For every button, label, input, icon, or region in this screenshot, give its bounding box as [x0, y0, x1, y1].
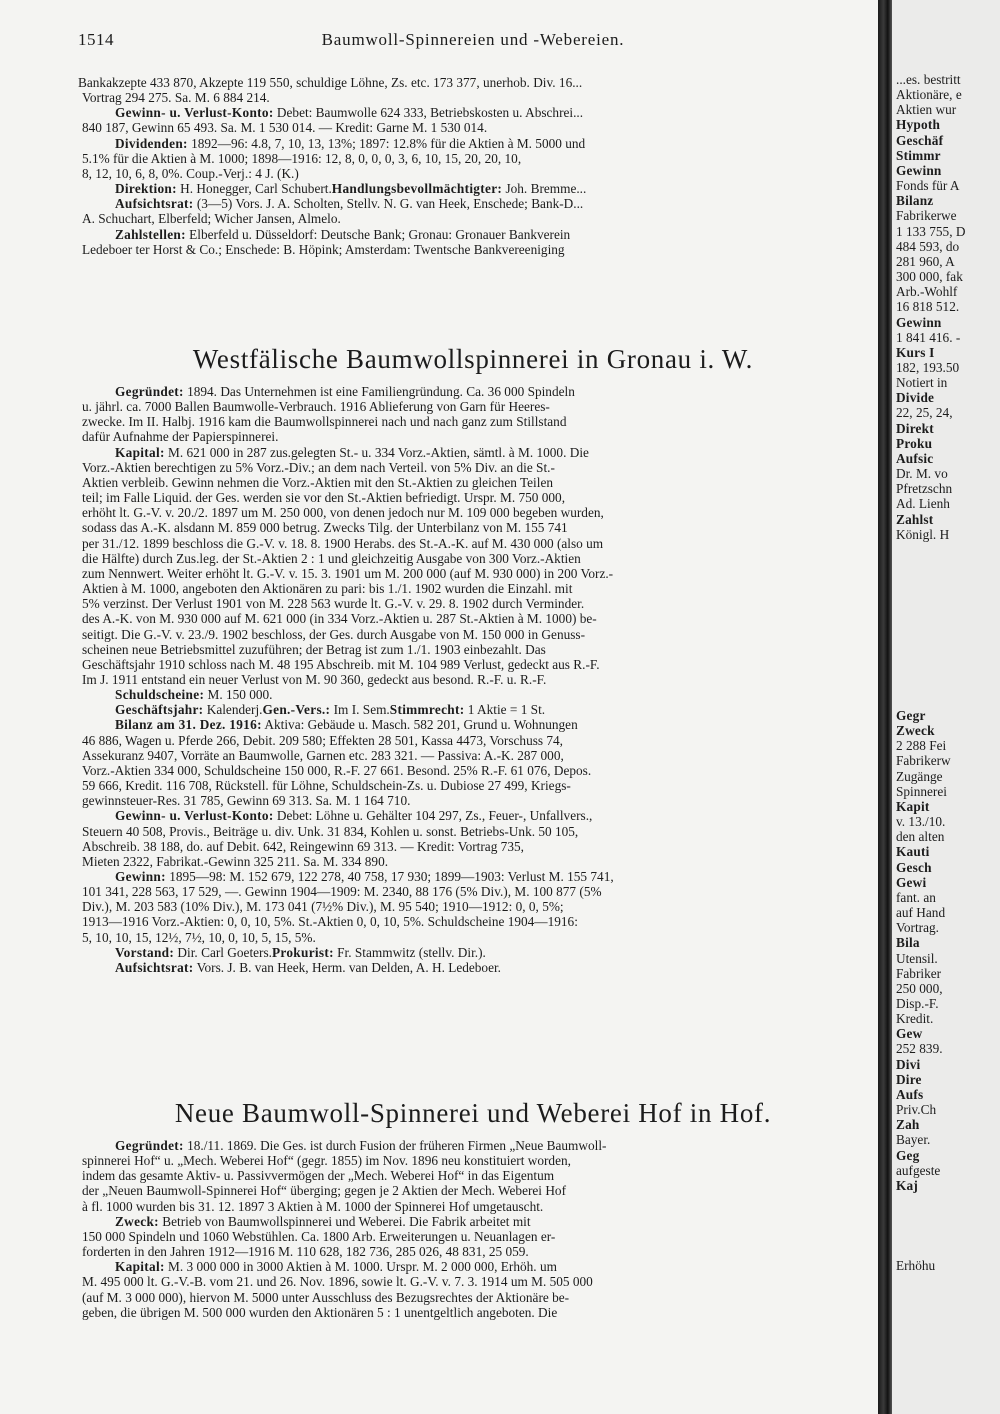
field-text: 1 Aktie = 1 St. — [467, 702, 546, 718]
right-page-line — [896, 269, 965, 284]
right-page-line-text: Priv.Ch — [896, 1102, 937, 1118]
text-line — [78, 551, 866, 566]
field-text: zwecke. Im II. Halbj. 1916 kam die Baumwollspinnerei nach und nach ganz zum Stillstand — [82, 414, 567, 430]
text-line — [78, 839, 866, 854]
right-page-line — [896, 844, 951, 859]
field-label: Gen.-Vers.: — [262, 702, 331, 718]
right-page-line — [896, 905, 951, 920]
field-label: Gewinn: — [115, 869, 166, 884]
page-header — [78, 30, 868, 52]
field-text: 1913—1916 Vorz.-Aktien: 0, 0, 10, 5%. St.-Aktien 0, 0, 10, 5%. Schuldscheine 1904—1916: — [82, 914, 578, 930]
field-text: Aktiva: Gebäude u. Masch. 582 201, Grund u. Wohnungen — [261, 717, 578, 733]
right-page-line-text: 22, 25, 24, — [896, 405, 953, 421]
text-line — [78, 120, 866, 135]
text-line — [78, 793, 866, 808]
field-text: Im I. Sem. — [333, 702, 390, 718]
text-line — [78, 1229, 866, 1244]
right-page-line-text: Gewinn — [896, 314, 942, 330]
right-page-line-text: Arb.-Wohlf — [896, 284, 958, 300]
text-line — [78, 778, 866, 793]
text-line — [78, 596, 866, 611]
text-line — [78, 930, 866, 945]
right-page-line-text: Gew — [896, 1026, 923, 1042]
field-label: Gegründet: — [115, 1138, 184, 1153]
right-page-line — [896, 875, 951, 890]
field-text: Steuern 40 508, Provis., Beiträge u. div. Unk. 31 834, Kohlen u. sonst. Betriebs-Unk. 50 105, — [82, 823, 579, 839]
field-text: scheinen neue Betriebsmittel zuzuführen; der Betrag ist zum 1./1. 1903 einbezahlt. Das — [82, 641, 546, 657]
right-page-line-text: Fabrikerwe — [896, 208, 957, 224]
right-page-line-text: Proku — [896, 435, 933, 451]
right-page-line-text: Zweck — [896, 723, 935, 739]
text-line — [78, 824, 866, 839]
right-page-line-text: Fabrikerw — [896, 753, 951, 769]
field-text: des A.-K. von M. 930 000 auf M. 621 000 (in 334 Vorz.-Aktien u. 287 St.-Aktien à M. 1000) be- — [82, 611, 597, 627]
right-page-line — [896, 814, 951, 829]
right-page-fragment — [892, 0, 1000, 1414]
text-line — [78, 869, 866, 884]
text-line — [78, 136, 866, 151]
field-text: à fl. 1000 wurden bis 31. 12. 1897 3 Aktien à M. 1000 der Spinnerei Hof umgetauscht. — [82, 1198, 544, 1214]
text-line — [78, 520, 866, 535]
right-page-line — [896, 254, 965, 269]
right-page-line-text: v. 13./10. — [896, 814, 946, 830]
text-line — [78, 687, 866, 702]
right-page-line — [896, 466, 965, 481]
right-page-line — [896, 1087, 951, 1102]
right-page-line-text: Gewinn — [896, 162, 942, 178]
right-page-line-text: 182, 193.50 — [896, 359, 960, 375]
right-page-line — [896, 481, 965, 496]
text-line — [78, 702, 866, 717]
company-title-westfaelische: Westfälische Baumwollspinnerei in Gronau i. W. — [192, 344, 754, 374]
right-page-line — [896, 163, 965, 178]
right-page-lines-bottom — [896, 1258, 935, 1273]
field-text: Mieten 2322, Fabrikat.-Gewinn 325 211. Sa. M. 334 890. — [82, 853, 389, 869]
right-page-line — [896, 1117, 951, 1132]
right-page-line — [896, 224, 965, 239]
right-page-line-text: Utensil. — [896, 950, 938, 966]
right-page-line — [896, 72, 965, 87]
field-label: Dividenden: — [115, 135, 188, 151]
section-previous-company-tail — [78, 75, 866, 257]
right-page-line-text: Geg — [896, 1147, 920, 1163]
field-text: (3—5) Vors. J. A. Scholten, Stellv. N. G. van Heek, Enschede; Bank-D... — [193, 196, 584, 212]
right-page-line — [896, 1072, 951, 1087]
field-text: die Hälfte) durch Zus.leg. der St.-Aktien 2 : 1 und gleichzeitig Ausgabe von 300 Vorz.-Aktien — [82, 550, 581, 566]
right-page-line — [896, 935, 951, 950]
right-page-line-text: Aktien wur — [896, 102, 957, 118]
field-label: Stimmrecht: — [389, 702, 465, 718]
text-line — [78, 899, 866, 914]
field-text: Vors. J. B. van Heek, Herm. van Delden, A. H. Ledeboer. — [193, 959, 502, 975]
text-line — [78, 75, 866, 90]
right-page-line — [896, 239, 965, 254]
field-text: M. 495 000 lt. G.-V.-B. vom 21. und 26. Nov. 1896, sowie lt. G.-V. v. 7. 3. 1914 um M. 505 000 — [82, 1274, 593, 1290]
text-line — [78, 657, 866, 672]
field-label: Direktion: — [115, 181, 177, 197]
right-page-line-text: Direkt — [896, 420, 934, 436]
right-page-line-text: 252 839. — [896, 1041, 943, 1057]
text-line — [78, 414, 866, 429]
right-page-line — [896, 496, 965, 511]
field-label: Gegründet: — [115, 384, 184, 399]
field-label: Geschäftsjahr: — [115, 702, 204, 718]
text-line — [78, 945, 866, 960]
right-page-line-text: Königl. H — [896, 526, 950, 542]
field-text: u. jährl. ca. 7000 Ballen Baumwolle-Verbrauch. 1916 Ablieferung von Garn für Heeres- — [82, 399, 550, 415]
right-page-line — [896, 738, 951, 753]
right-page-line — [896, 284, 965, 299]
running-title: Baumwoll-Spinnereien und -Webereien. — [321, 30, 625, 49]
text-line — [78, 384, 866, 399]
right-page-line — [896, 148, 965, 163]
right-page-line — [896, 512, 965, 527]
field-text: 840 187, Gewinn 65 493. Sa. M. 1 530 014. — Kredit: Garne M. 1 530 014. — [82, 120, 488, 136]
right-page-line-text: Aufs — [896, 1086, 924, 1102]
field-text: Ledeboer ter Horst & Co.; Enschede: B. Höpink; Amsterdam: Twentsche Bankvereeniging — [82, 241, 565, 257]
right-page-line — [896, 1057, 951, 1072]
field-text: seitigt. Die G.-V. v. 23./9. 1902 beschloss, der Ges. durch Ausgabe von M. 150 000 in Genuss- — [82, 626, 586, 642]
right-page-line-text: 16 818 512. — [896, 299, 960, 315]
field-text: dafür Aufnahme der Papierspinnerei. — [82, 429, 279, 445]
right-page-line — [896, 421, 965, 436]
right-page-line-text: Kapit — [896, 798, 930, 814]
field-label: Bilanz am 31. Dez. 1916: — [115, 717, 262, 733]
right-page-line-text: 300 000, fak — [896, 269, 963, 285]
section-neue-baumwoll-spinnerei-hof — [78, 1138, 866, 1320]
text-line — [78, 1259, 866, 1274]
field-text: Div.), M. 203 583 (10% Div.), M. 173 041 (7½% Div.), M. 95 540; 1910—1912: 0, 0, 5%; — [82, 899, 564, 915]
right-page-line — [896, 178, 965, 193]
field-text: A. Schuchart, Elberfeld; Wicher Jansen, Almelo. — [82, 211, 341, 227]
right-page-line-text: 281 960, A — [896, 253, 955, 269]
text-line — [78, 429, 866, 444]
text-line — [78, 196, 866, 211]
field-text: 5.1% für die Aktien à M. 1000; 1898—1916: 12, 8, 0, 0, 0, 3, 6, 10, 15, 20, 20, 10, — [82, 150, 522, 166]
field-text: 46 886, Wagen u. Pferde 266, Debit. 209 580; Effekten 28 501, Kassa 4473, Vorschuss 74, — [82, 732, 564, 748]
field-text: gewinnsteuer-Res. 31 785, Gewinn 69 313. Sa. M. 1 164 710. — [82, 793, 411, 809]
right-page-line — [896, 1132, 951, 1147]
right-page-line-text: Spinnerei — [896, 783, 947, 799]
right-page-line — [896, 451, 965, 466]
field-text: H. Honegger, Carl Schubert. — [176, 181, 332, 197]
text-line — [78, 914, 866, 929]
field-text: Aktien verbleib. Gewinn nehmen die Vorz.-Aktien mit den St.-Aktien zu gleichen Teilen — [82, 474, 553, 490]
right-page-line — [896, 133, 965, 148]
field-text: indem das gesamte Aktiv- u. Passivvermögen der „Mech. Weberei Hof“ in das Eigentum — [82, 1168, 555, 1184]
field-text: Vorz.-Aktien berechtigen zu 5% Vorz.-Div.; an dem nach Verteil. von 5% Div. an die St.- — [82, 459, 555, 475]
text-line — [78, 445, 866, 460]
right-page-lines-middle — [896, 708, 951, 1193]
right-page-line — [896, 996, 951, 1011]
right-page-line-text: Zahlst — [896, 511, 934, 527]
field-text: 5% verzinst. Der Verlust 1901 von M. 228 563 wurde lt. G.-V. v. 29. 8. 1902 durch Verminder. — [82, 596, 585, 612]
text-line — [78, 505, 866, 520]
text-line — [78, 748, 866, 763]
right-page-line-text: Dr. M. vo — [896, 466, 948, 482]
right-page-line-text: den alten — [896, 829, 945, 845]
right-page-line — [896, 784, 951, 799]
right-page-line — [896, 330, 965, 345]
right-page-line-text: Aufsic — [896, 450, 934, 466]
field-text: spinnerei Hof“ u. „Mech. Weberei Hof“ (gegr. 1855) im Nov. 1896 neu konstituiert worden, — [82, 1153, 571, 1169]
field-text: Im J. 1911 entstand ein neuer Verlust von M. 90 360, gedeckt aus besond. R.-F. u. R.-F. — [82, 671, 547, 687]
right-page-line-text: Zugänge — [896, 768, 943, 784]
text-line — [78, 854, 866, 869]
page-number: 1514 — [78, 30, 114, 49]
text-line — [78, 475, 866, 490]
company-title-neue-hof: Neue Baumwoll-Spinnerei und Weberei Hof in Hof. — [174, 1098, 772, 1128]
field-label: Schuldscheine: — [115, 687, 205, 703]
field-label: Aufsichtsrat: — [115, 959, 194, 975]
text-line — [78, 151, 866, 166]
field-text: Debet: Baumwolle 624 333, Betriebskosten u. Abschrei... — [273, 105, 584, 121]
field-text: erhöht lt. G.-V. v. 20./2. 1897 um M. 250 000, von denen jedoch nur M. 109 000 begeben wurden, — [82, 505, 604, 521]
right-page-line-text: Bayer. — [896, 1132, 931, 1148]
field-label: Zweck: — [115, 1213, 159, 1229]
field-text: 8, 12, 10, 6, 8, 0%. Coup.-Verj.: 4 J. (K.) — [82, 165, 299, 181]
field-text: sodass das A.-K. alsdann M. 859 000 betrug. Zwecks Tilg. der Unterbilanz von M. 155 741 — [82, 520, 568, 536]
right-page-line-text: Stimmr — [896, 147, 941, 163]
text-line — [78, 536, 866, 551]
right-page-line-text: Gesch — [896, 859, 932, 875]
right-page-line-text: Aktionäre, e — [896, 87, 962, 103]
right-page-line-text: Divi — [896, 1056, 921, 1072]
field-text: M. 3 000 000 in 3000 Aktien à M. 1000. Urspr. M. 2 000 000, Erhöh. um — [164, 1259, 557, 1275]
text-line — [78, 733, 866, 748]
field-label: Prokurist: — [271, 944, 334, 960]
right-page-line — [896, 723, 951, 738]
right-page-line — [896, 890, 951, 905]
right-page-line-text: Fonds für A — [896, 178, 960, 194]
right-page-line — [896, 1011, 951, 1026]
text-line — [78, 399, 866, 414]
right-page-line — [896, 405, 965, 420]
text-line — [78, 227, 866, 242]
text-line — [78, 1214, 866, 1229]
right-page-line-text: aufgeste — [896, 1162, 941, 1178]
right-page-line — [896, 345, 965, 360]
field-text: zum Nennwert. Weiter erhöht lt. G.-V. v. 15. 3. 1901 um M. 200 000 (auf M. 930 000) in 200 Vorz.- — [82, 565, 614, 581]
field-text: 59 666, Kredit. 116 708, Rückstell. für Löhne, Schuldschein-Zs. u. Dubiose 27 499, Kriegs- — [82, 778, 571, 794]
right-page-line-text: Bila — [896, 935, 920, 951]
field-text: Betrieb von Baumwollspinnerei und Weberei. Die Fabrik arbeitet mit — [158, 1213, 531, 1229]
text-line — [78, 566, 866, 581]
right-page-line — [896, 1041, 951, 1056]
text-line — [78, 611, 866, 626]
right-page-line — [896, 753, 951, 768]
right-page-line — [896, 951, 951, 966]
field-label: Zahlstellen: — [115, 226, 186, 242]
right-page-line-text: ...es. bestritt — [896, 72, 961, 87]
right-page-line-text: Vortrag. — [896, 920, 939, 936]
right-page-line — [896, 390, 965, 405]
field-text: teil; im Falle Liquid. der Ges. werden sie vor den St.-Aktien befriedigt. Urspr. M. 750 000, — [82, 490, 566, 506]
right-page-line-text: Kaj — [896, 1177, 919, 1193]
field-text: Fr. Stammwitz (stellv. Dir.). — [337, 944, 486, 960]
right-page-line — [896, 981, 951, 996]
field-text: M. 621 000 in 287 zus.gelegten St.- u. 334 Vorz.-Aktien, sämtl. à M. 1000. Die — [164, 444, 589, 460]
right-page-line — [896, 769, 951, 784]
text-line — [78, 642, 866, 657]
field-text: per 31./12. 1899 beschloss die G.-V. v. 18. 8. 1900 Herabs. des St.-A.-K. auf M. 430 000 (also um — [82, 535, 604, 551]
right-page-line-text: Notiert in — [896, 375, 948, 391]
right-page-line-text: auf Hand — [896, 905, 946, 921]
right-page-line — [896, 117, 965, 132]
right-page-line — [896, 1102, 951, 1117]
right-page-line — [896, 966, 951, 981]
right-page-line — [896, 102, 965, 117]
right-page-line-text: Disp.-F. — [896, 995, 939, 1011]
text-line — [78, 884, 866, 899]
text-line — [78, 1199, 866, 1214]
right-page-line-text: Kredit. — [896, 1011, 934, 1027]
right-page-line-text: Dire — [896, 1071, 922, 1087]
text-line — [78, 242, 866, 257]
right-page-line — [896, 920, 951, 935]
field-text: Aktien à M. 1000, angeboten den Aktionären zu pari: bis 1./1. 1902 wurden die Einzahl. mit — [82, 581, 573, 597]
field-text: Debet: Löhne u. Gehälter 104 297, Zs., Feuer-, Unfallvers., — [273, 808, 593, 824]
right-page-line — [896, 527, 965, 542]
text-line — [78, 1168, 866, 1183]
field-text: der „Neuen Baumwoll-Spinnerei Hof“ überging; gegen je 2 Aktien der Mech. Weberei Hof — [82, 1183, 566, 1199]
text-line — [78, 1183, 866, 1198]
right-page-line — [896, 708, 951, 723]
field-text: 101 341, 228 563, 17 529, —. Gewinn 1904—1909: M. 2340, 88 176 (5% Div.), M. 100 877 (5% — [82, 884, 602, 900]
field-label: Aufsichtsrat: — [115, 196, 194, 212]
right-page-line-text: Gegr — [896, 708, 926, 723]
right-page-line — [896, 436, 965, 451]
right-page-line — [896, 799, 951, 814]
right-page-line — [896, 375, 965, 390]
field-label: Kapital: — [115, 444, 165, 460]
text-line — [78, 1244, 866, 1259]
right-page-line-text: Zah — [896, 1117, 920, 1133]
right-page-line-text: Gewi — [896, 874, 927, 890]
field-text: 18./11. 1869. Die Ges. ist durch Fusion der früheren Firmen „Neue Baumwoll- — [183, 1138, 607, 1153]
right-page-line-text: Kauti — [896, 844, 930, 860]
right-page-line — [896, 315, 965, 330]
field-text: Assekuranz 9407, Vorräte an Baumwolle, Garnen etc. 283 321. — Passiva: A.-K. 287 000, — [82, 747, 564, 763]
field-label: Vorstand: — [115, 944, 175, 960]
right-page-line-text: Kurs I — [896, 344, 935, 360]
right-page-line-text: 250 000, — [896, 980, 943, 996]
text-line — [78, 1290, 866, 1305]
right-page-line-text: 484 593, do — [896, 238, 960, 254]
text-line — [78, 763, 866, 778]
right-page-line — [896, 299, 965, 314]
field-text: 150 000 Spindeln und 1060 Webstühlen. Ca. 1800 Arb. Erweiterungen u. Neuanlagen er- — [82, 1228, 556, 1244]
right-page-line-text: Pfretzschn — [896, 481, 953, 497]
right-page-line — [896, 1258, 935, 1273]
right-page-line-text: Ad. Lienh — [896, 496, 950, 512]
right-page-line — [896, 1178, 951, 1193]
field-text: Geschäftsjahr 1910 schloss nach M. 48 195 Abschreib. mit M. 104 989 Verlust, gedeckt aus R.-F. — [82, 656, 600, 672]
field-text: Dir. Carl Goeters. — [174, 944, 272, 960]
right-page-line — [896, 829, 951, 844]
text-line — [78, 1274, 866, 1289]
right-page-line — [896, 208, 965, 223]
text-line — [78, 181, 866, 196]
right-page-line-text: Bilanz — [896, 193, 934, 209]
field-text: Joh. Bremme... — [505, 181, 587, 197]
text-line — [78, 672, 866, 687]
field-text: 1894. Das Unternehmen ist eine Familiengründung. Ca. 36 000 Spindeln — [183, 384, 575, 399]
field-text: M. 150 000. — [204, 687, 273, 703]
text-line — [78, 460, 866, 475]
field-label: Kapital: — [115, 1259, 165, 1275]
text-line — [78, 105, 866, 120]
right-page-line-text: fant. an — [896, 889, 936, 905]
text-line — [78, 490, 866, 505]
field-label: Handlungsbevollmächtigter: — [331, 181, 503, 197]
field-text: (auf M. 3 000 000), hiervon M. 5000 unter Ausschluss des Bezugsrechtes der Aktionäre be- — [82, 1289, 570, 1305]
text-line — [78, 717, 866, 732]
right-page-line-text: Divide — [896, 390, 935, 406]
field-text: Abschreib. 38 188, do. auf Debit. 642, Reingewinn 69 313. — Kredit: Vortrag 735, — [82, 838, 524, 854]
right-page-line-text: Hypoth — [896, 117, 941, 133]
field-label: Gewinn- u. Verlust-Konto: — [115, 105, 274, 121]
right-page-lines-top — [896, 72, 965, 542]
right-page-line-text: Geschäf — [896, 132, 944, 148]
right-page-line-text: Fabriker — [896, 965, 942, 981]
field-text: Vorz.-Aktien 334 000, Schuldscheine 150 000, R.-F. 27 661. Besond. 25% R.-F. 61 076, Depos. — [82, 762, 592, 778]
text-line — [78, 166, 866, 181]
right-page-line — [896, 1026, 951, 1041]
field-text: Kalenderj. — [203, 702, 263, 718]
right-page-line — [896, 193, 965, 208]
right-page-line-text: 2 288 Fei — [896, 738, 947, 754]
right-page-line — [896, 360, 965, 375]
field-label: Gewinn- u. Verlust-Konto: — [115, 808, 274, 824]
text-line — [78, 211, 866, 226]
field-text: 5, 10, 10, 15, 12½, 7½, 10, 0, 10, 5, 15, 5%. — [82, 929, 316, 945]
text-line — [78, 1138, 866, 1153]
right-page-line-text: Erhöhu — [896, 1258, 936, 1273]
field-text: Bankakzepte 433 870, Akzepte 119 550, schuldige Löhne, Zs. etc. 173 377, unerhob. Div. 16... — [78, 75, 583, 90]
text-line — [78, 581, 866, 596]
right-page-line — [896, 87, 965, 102]
text-line — [78, 960, 866, 975]
field-text: forderten in den Jahren 1912—1916 M. 110 628, 182 736, 285 026, 48 831, 25 059. — [82, 1244, 529, 1260]
field-text: Elberfeld u. Düsseldorf: Deutsche Bank; Gronau: Gronauer Bankverein — [185, 226, 571, 242]
text-line — [78, 627, 866, 642]
field-text: geben, die übrigen M. 500 000 wurden den Aktionären 5 : 1 unentgeltlich angeboten. Die — [82, 1304, 558, 1320]
field-text: Vortrag 294 275. Sa. M. 6 884 214. — [82, 90, 270, 106]
text-line — [78, 90, 866, 105]
text-line — [78, 808, 866, 823]
text-line — [78, 1305, 866, 1320]
field-text: 1895—98: M. 152 679, 122 278, 40 758, 17 930; 1899—1903: Verlust M. 155 741, — [165, 869, 614, 884]
right-page-line-text: 1 133 755, D — [896, 223, 966, 239]
book-gutter — [878, 0, 892, 1414]
right-page-line — [896, 860, 951, 875]
right-page-line-text: 1 841 416. - — [896, 329, 961, 345]
field-text: 1892—96: 4.8, 7, 10, 13, 13%; 1897: 12.8% für die Aktien à M. 5000 und — [187, 135, 586, 151]
right-page-line — [896, 1163, 951, 1178]
section-westfaelische-baumwollspinnerei — [78, 384, 866, 975]
right-page-line — [896, 1148, 951, 1163]
text-line — [78, 1153, 866, 1168]
